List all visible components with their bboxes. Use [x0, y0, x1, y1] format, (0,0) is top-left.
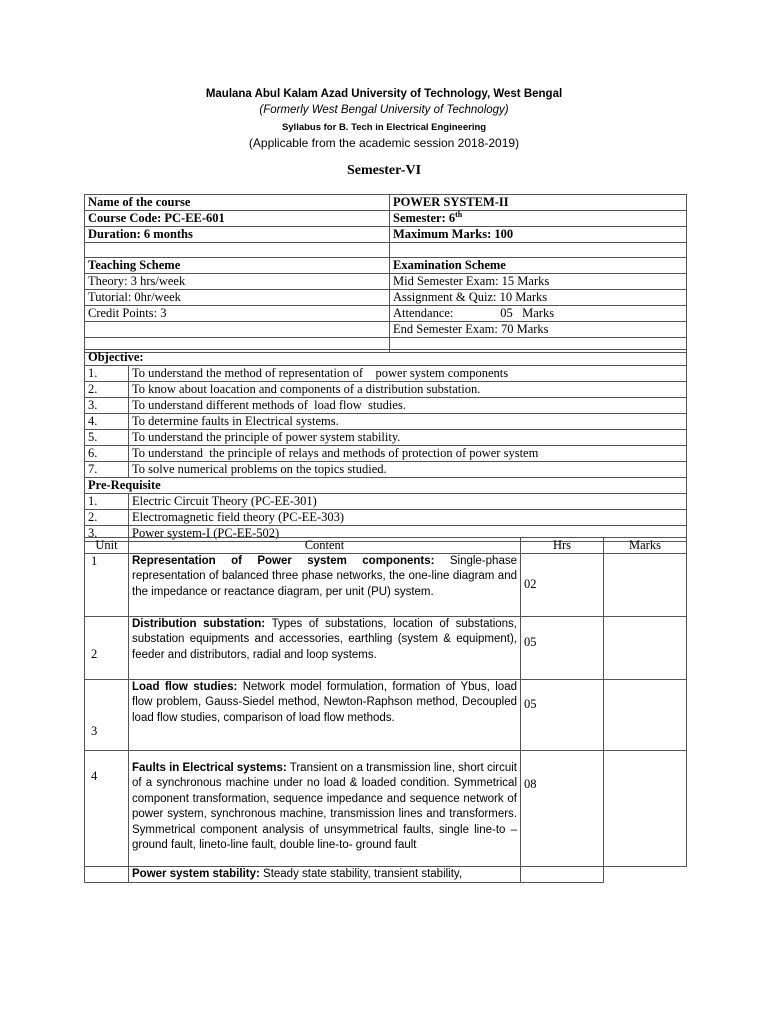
objective-prereq-table: [84, 349, 687, 542]
semester-cell: [390, 211, 687, 227]
list-item: [85, 414, 687, 430]
hrs-header: Hrs: [521, 538, 604, 554]
unit-body: Steady state stability, transient stability,: [259, 867, 463, 880]
unit-number: 2: [85, 616, 129, 679]
unit-body: Network model formulation, formation of Ybus, load flow problem, Gauss-Siedel method, Newton-Raphson method, Decoupled load flow studies, comparison of load flow methods.: [132, 680, 517, 724]
list-item: [85, 510, 687, 526]
unit-content: [129, 679, 521, 750]
unit-title: Power system stability:: [132, 867, 260, 880]
spacer-cell: [85, 243, 390, 258]
item-number: 2.: [85, 510, 129, 526]
item-number: 3.: [85, 398, 129, 414]
unit-content: [129, 616, 521, 679]
attendance-marks: Attendance: 05 Marks: [390, 306, 687, 322]
item-number: 2.: [85, 382, 129, 398]
formerly-name: (Formerly West Bengal University of Technology): [259, 104, 509, 116]
list-item: [85, 462, 687, 478]
item-text: Electric Circuit Theory (PC-EE-301): [129, 494, 687, 510]
list-item: [85, 398, 687, 414]
unit-body: Types of substations, location of substations, substation equipments and accessories, earthling (system & equipment), feeder and distributors, radial and loop systems.: [132, 617, 518, 661]
unit-body: Single-phase representation of balanced three phase networks, the one-line diagram and the impedance or reactance diagram, per unit (PU) system.: [132, 554, 517, 598]
unit-hrs: 05: [521, 679, 604, 750]
item-text: To know about loacation and components of a distribution substation.: [129, 382, 687, 398]
item-text: Power system-I (PC-EE-502): [129, 526, 687, 542]
item-text: To determine faults in Electrical systems.: [129, 414, 687, 430]
marks-header: Marks: [604, 538, 687, 554]
university-name: Maulana Abul Kalam Azad University of Technology, West Bengal: [205, 88, 563, 100]
item-number: 4.: [85, 414, 129, 430]
unit-body: Transient on a transmission line, short circuit of a synchronous machine under no load & loaded condition. Symmetrical component transformation, sequence impedance and sequence network of power system, synchronous machine, transmission lines and transformers. Symmetrical component analysis of unsymmetrical faults, single line-to –ground fault, lineto-line fault, double line-to- ground fault: [132, 761, 517, 852]
assignment-marks: Assignment & Quiz: 10 Marks: [390, 290, 687, 306]
semester-heading: Semester-VI: [346, 163, 422, 178]
semester-sup: th: [455, 210, 463, 219]
duration: Duration: 6 months: [85, 227, 390, 243]
exam-scheme-title: Examination Scheme: [390, 258, 687, 274]
item-number: 3.: [85, 526, 129, 542]
unit-number: 3: [85, 679, 129, 750]
unit-marks: [604, 553, 687, 616]
unit-hrs: [521, 866, 604, 883]
item-text: To understand the principle of relays and methods of protection of power system: [129, 446, 687, 462]
unit-number: 4: [85, 750, 129, 866]
course-name-value: POWER SYSTEM-II: [390, 195, 687, 211]
unit-title: Representation of Power system components:: [132, 554, 435, 567]
item-text: Electromagnetic field theory (PC-EE-303): [129, 510, 687, 526]
item-number: 7.: [85, 462, 129, 478]
unit-title: Distribution substation:: [132, 617, 266, 630]
unit-marks: [604, 679, 687, 750]
list-item: [85, 494, 687, 510]
prereq-title: Pre-Requisite: [85, 478, 687, 494]
list-item: [85, 382, 687, 398]
table-row: [85, 616, 687, 679]
mid-sem-marks: Mid Semester Exam: 15 Marks: [390, 274, 687, 290]
unit-marks: [604, 750, 687, 866]
unit-marks: [604, 866, 687, 883]
course-name-label: Name of the course: [85, 195, 390, 211]
item-text: To solve numerical problems on the topics studied.: [129, 462, 687, 478]
unit-title: Faults in Electrical systems:: [132, 761, 287, 774]
objective-title: Objective:: [85, 350, 687, 366]
list-item: [85, 430, 687, 446]
course-code: Course Code: PC-EE-601: [85, 211, 390, 227]
unit-content: [129, 866, 521, 883]
list-item: [85, 446, 687, 462]
item-text: To understand the method of representation of power system components: [129, 366, 687, 382]
item-number: 1.: [85, 366, 129, 382]
unit-number: [85, 866, 129, 883]
unit-hrs: 05: [521, 616, 604, 679]
unit-hrs: 02: [521, 553, 604, 616]
end-sem-marks: End Semester Exam: 70 Marks: [390, 322, 687, 338]
item-number: 6.: [85, 446, 129, 462]
tutorial-hours: Tutorial: 0hr/week: [85, 290, 390, 306]
theory-hours: Theory: 3 hrs/week: [85, 274, 390, 290]
unit-title: Load flow studies:: [132, 680, 238, 693]
spacer-cell: [390, 243, 687, 258]
table-row: [85, 679, 687, 750]
teaching-scheme-title: Teaching Scheme: [85, 258, 390, 274]
unit-header: Unit: [85, 538, 129, 554]
semester-label: Semester: 6: [393, 211, 456, 225]
item-number: 5.: [85, 430, 129, 446]
credit-points: Credit Points: 3: [85, 306, 390, 322]
unit-marks: [604, 616, 687, 679]
units-header-row: [85, 538, 687, 554]
table-row: [85, 866, 687, 883]
empty-cell: [85, 322, 390, 338]
item-text: To understand different methods of load flow studies.: [129, 398, 687, 414]
unit-number: 1: [85, 553, 129, 616]
item-text: To understand the principle of power system stability.: [129, 430, 687, 446]
table-row: [85, 553, 687, 616]
unit-content: [129, 553, 521, 616]
course-info-table: [84, 194, 687, 353]
units-table: [84, 537, 687, 883]
syllabus-title: Syllabus for B. Tech in Electrical Engineering: [281, 122, 487, 133]
table-row: [85, 750, 687, 866]
max-marks: Maximum Marks: 100: [390, 227, 687, 243]
item-number: 1.: [85, 494, 129, 510]
unit-hrs: 08: [521, 750, 604, 866]
list-item: [85, 366, 687, 382]
applicable-session: (Applicable from the academic session 2018-2019): [248, 136, 520, 150]
content-header: Content: [129, 538, 521, 554]
unit-content: [129, 750, 521, 866]
